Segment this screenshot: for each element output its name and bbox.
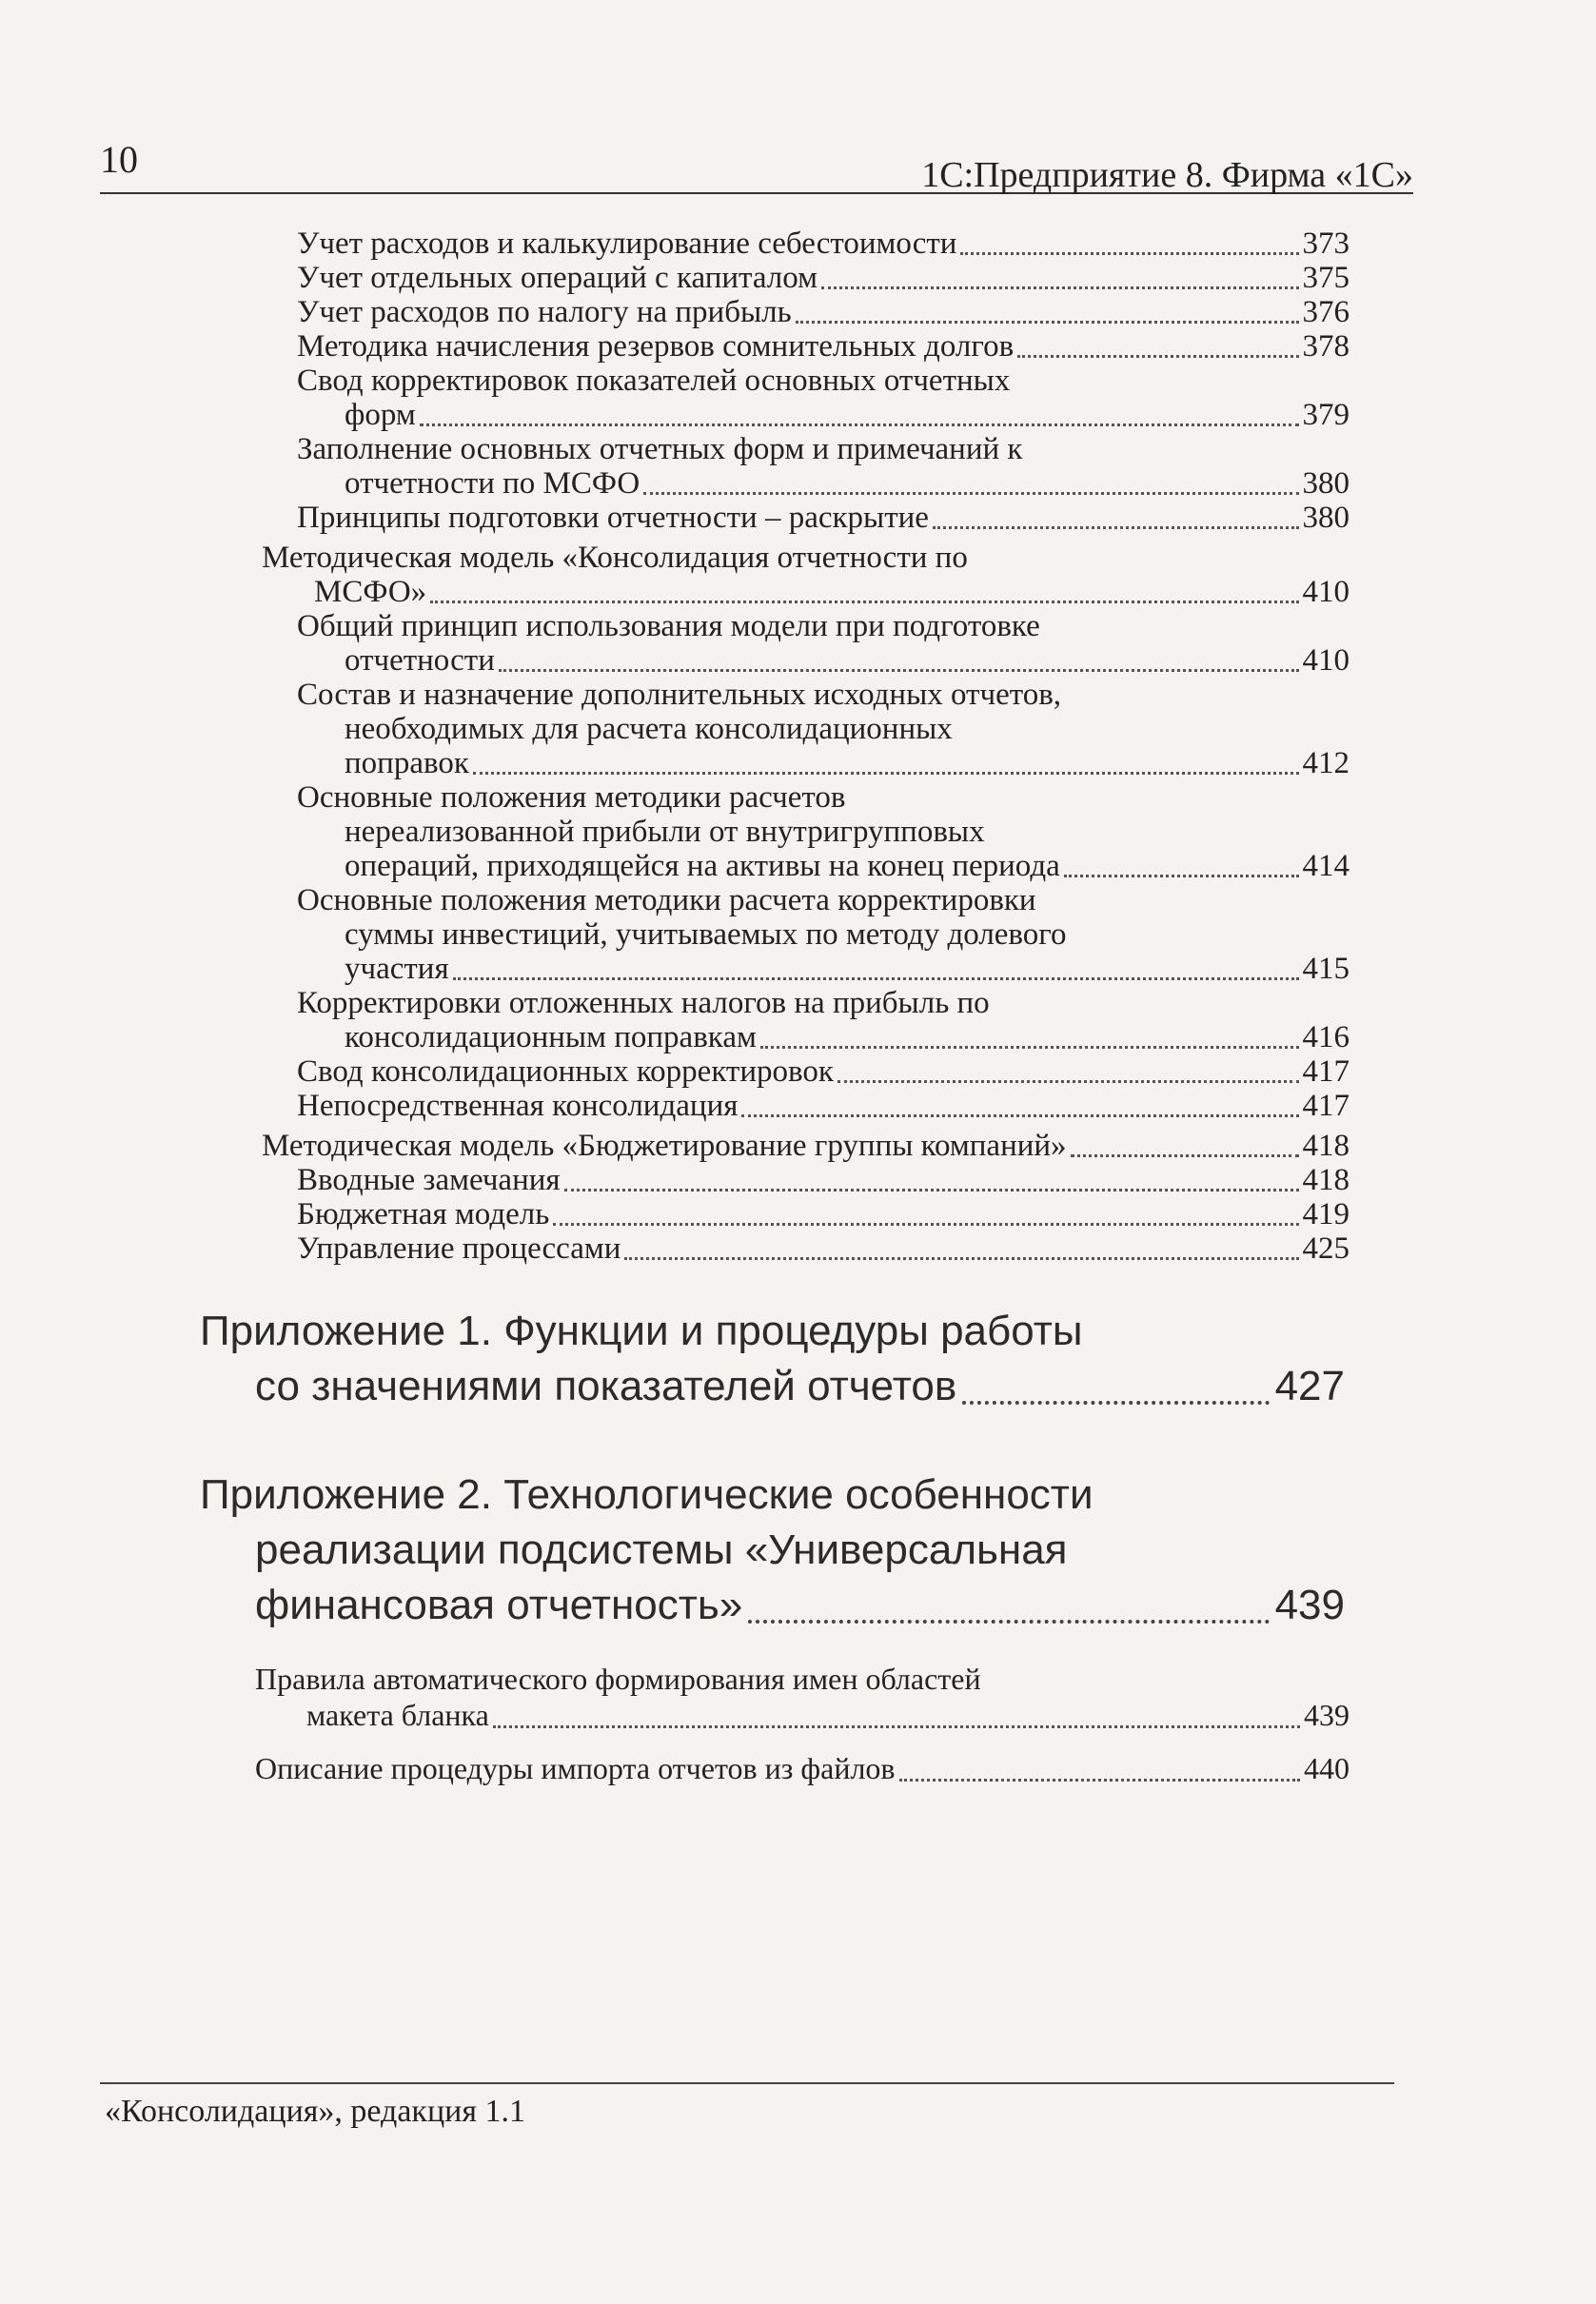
toc-entry-title: Основные положения методики расчета корректировки <box>297 883 1036 917</box>
toc-page-number: 416 <box>1302 1020 1350 1054</box>
table-of-contents <box>0 226 1596 1787</box>
toc-entry-title: суммы инвестиций, учитываемых по методу долевого <box>345 917 1067 952</box>
toc-entry-title: операций, приходящейся на активы на конец периода <box>345 849 1060 883</box>
toc-entry-title: отчетности <box>345 643 495 678</box>
toc-dot-leader <box>1071 1123 1299 1157</box>
toc-dot-leader <box>420 392 1299 426</box>
toc-entry-line <box>0 329 1596 364</box>
toc-entry-line <box>0 1089 1596 1123</box>
running-header <box>100 133 1413 194</box>
toc-entry-line <box>0 746 1596 780</box>
toc-dot-leader <box>741 1083 1298 1117</box>
toc-entry-title: Свод консолидационных корректировок <box>297 1054 834 1089</box>
toc-entry-line <box>0 780 1596 815</box>
toc-entry-line <box>0 815 1596 849</box>
toc-entry-title: Вводные замечания <box>297 1163 561 1197</box>
toc-entry-line <box>0 1751 1596 1787</box>
toc-dot-leader <box>933 495 1299 529</box>
toc-dot-leader <box>499 638 1299 672</box>
toc-entry-title: Управление процессами <box>297 1231 621 1266</box>
toc-dot-leader <box>553 1191 1298 1226</box>
toc-page-number: 378 <box>1302 329 1350 364</box>
toc-page-number: 410 <box>1302 643 1350 678</box>
toc-page-number: 379 <box>1302 398 1350 432</box>
toc-dot-leader <box>1017 324 1298 358</box>
appendix-heading-line <box>0 1578 1596 1633</box>
appendix-dot-leader <box>962 1349 1269 1405</box>
toc-entry-title: Описание процедуры импорта отчетов из файлов <box>255 1751 896 1785</box>
toc-entry-line <box>0 398 1596 432</box>
appendix-page-number: 427 <box>1274 1363 1345 1409</box>
toc-entry-title: Методическая модель «Консолидация отчетности по <box>262 541 968 575</box>
toc-page-number: 376 <box>1302 295 1350 329</box>
toc-entry-title: Основные положения методики расчетов <box>297 780 846 815</box>
toc-entry-title: Свод корректировок показателей основных отчетных <box>297 364 1011 398</box>
toc-entry-title: макета бланка <box>306 1698 489 1732</box>
toc-entry-title: Правила автоматического формирования имен областей <box>255 1662 981 1696</box>
toc-page-number: 410 <box>1302 575 1350 609</box>
toc-entry-line <box>0 643 1596 678</box>
toc-dot-leader <box>1064 843 1299 877</box>
toc-page-number: 415 <box>1302 952 1350 986</box>
toc-entry-title: Непосредственная консолидация <box>297 1089 739 1123</box>
toc-entry-title: Учет расходов по налогу на прибыль <box>297 295 792 329</box>
footer-divider <box>100 2082 1394 2084</box>
toc-entry-title: необходимых для расчета консолидационных <box>345 712 953 746</box>
toc-page-number: 417 <box>1302 1089 1350 1123</box>
toc-entry-title: нереализованной прибыли от внутригрупповых <box>345 815 985 849</box>
toc-entry-title: Методика начисления резервов сомнительных долгов <box>297 329 1015 364</box>
appendix-title: Приложение 1. Функции и процедуры работы <box>200 1308 1083 1354</box>
toc-entry-title: Общий принцип использования модели при подготовке <box>297 609 1040 643</box>
toc-dot-leader <box>899 1745 1300 1782</box>
toc-dot-leader <box>430 569 1298 603</box>
toc-dot-leader <box>796 289 1299 324</box>
toc-dot-leader <box>643 461 1298 495</box>
toc-page-number: 419 <box>1302 1197 1350 1231</box>
toc-page-number: 425 <box>1302 1231 1350 1266</box>
toc-dot-leader <box>837 1049 1299 1083</box>
appendix-heading <box>0 1467 1596 1633</box>
appendix-title: реализации подсистемы «Универсальная <box>255 1526 1068 1573</box>
appendix-title: Приложение 2. Технологические особенности <box>200 1471 1094 1518</box>
toc-entry-title: участия <box>345 952 449 986</box>
toc-page-number: 418 <box>1302 1129 1350 1163</box>
toc-entry-line <box>0 1231 1596 1266</box>
toc-entry-line <box>0 678 1596 712</box>
toc-entry-line <box>0 226 1596 261</box>
appendix-heading-line <box>0 1304 1596 1359</box>
toc-page-number: 440 <box>1304 1751 1350 1785</box>
toc-entry-line <box>0 883 1596 917</box>
toc-dot-leader <box>473 740 1299 775</box>
appendix-heading-line <box>0 1359 1596 1414</box>
toc-entry-line <box>0 575 1596 609</box>
toc-entry-line <box>0 849 1596 883</box>
appendix-title: со значениями показателей отчетов <box>255 1363 957 1409</box>
toc-page-number: 439 <box>1304 1698 1350 1732</box>
toc-dot-leader <box>493 1692 1300 1728</box>
toc-entry-line <box>0 952 1596 986</box>
toc-entry-title: Принципы подготовки отчетности – раскрытие <box>297 501 929 535</box>
toc-page-number: 375 <box>1302 261 1350 295</box>
appendix-heading-line <box>0 1467 1596 1523</box>
appendix-heading <box>0 1304 1596 1414</box>
toc-dot-leader <box>960 221 1298 255</box>
footer-edition: «Консолидация», редакция 1.1 <box>105 2094 525 2129</box>
toc-dot-leader <box>453 946 1299 980</box>
toc-page-number: 417 <box>1302 1054 1350 1089</box>
toc-entry-title: Бюджетная модель <box>297 1197 550 1231</box>
toc-entry-title: Методическая модель «Бюджетирование группы компаний» <box>262 1129 1067 1163</box>
toc-entry-title: Состав и назначение дополнительных исходных отчетов, <box>297 678 1062 712</box>
toc-entry-title: консолидационным поправкам <box>345 1020 757 1054</box>
appendix-title: финансовая отчетность» <box>255 1582 743 1628</box>
toc-entry-title: отчетности по МСФО <box>345 466 640 501</box>
toc-entry-line <box>0 501 1596 535</box>
appendix-page-number: 439 <box>1274 1582 1345 1628</box>
toc-page-number: 418 <box>1302 1163 1350 1197</box>
toc-page-number: 414 <box>1302 849 1350 883</box>
toc-page-number: 380 <box>1302 466 1350 501</box>
toc-entry-title: поправок <box>345 746 469 780</box>
toc-dot-leader <box>624 1226 1298 1260</box>
toc-page-number: 373 <box>1302 226 1350 261</box>
toc-entry-title: Корректировки отложенных налогов на прибыль по <box>297 986 990 1020</box>
toc-entry-title: Учет расходов и калькулирование себестоимости <box>297 226 957 261</box>
toc-entry-title: МСФО» <box>314 575 427 609</box>
toc-page-number: 412 <box>1302 746 1350 780</box>
toc-entry-line <box>0 466 1596 501</box>
toc-page-number: 380 <box>1302 501 1350 535</box>
toc-entry-title: Учет отдельных операций с капиталом <box>297 261 818 295</box>
toc-dot-leader <box>760 1014 1299 1049</box>
toc-entry-line <box>0 295 1596 329</box>
page-number: 10 <box>100 138 138 181</box>
toc-dot-leader <box>821 255 1299 289</box>
running-title: 1С:Предприятие 8. Фирма «1С» <box>921 155 1413 195</box>
toc-entry-line <box>0 1698 1596 1734</box>
toc-entry-line <box>0 1020 1596 1054</box>
toc-entry-title: Заполнение основных отчетных форм и примечаний к <box>297 432 1023 466</box>
toc-entry-title: форм <box>345 398 416 432</box>
appendix-dot-leader <box>748 1568 1269 1624</box>
toc-dot-leader <box>564 1157 1299 1191</box>
